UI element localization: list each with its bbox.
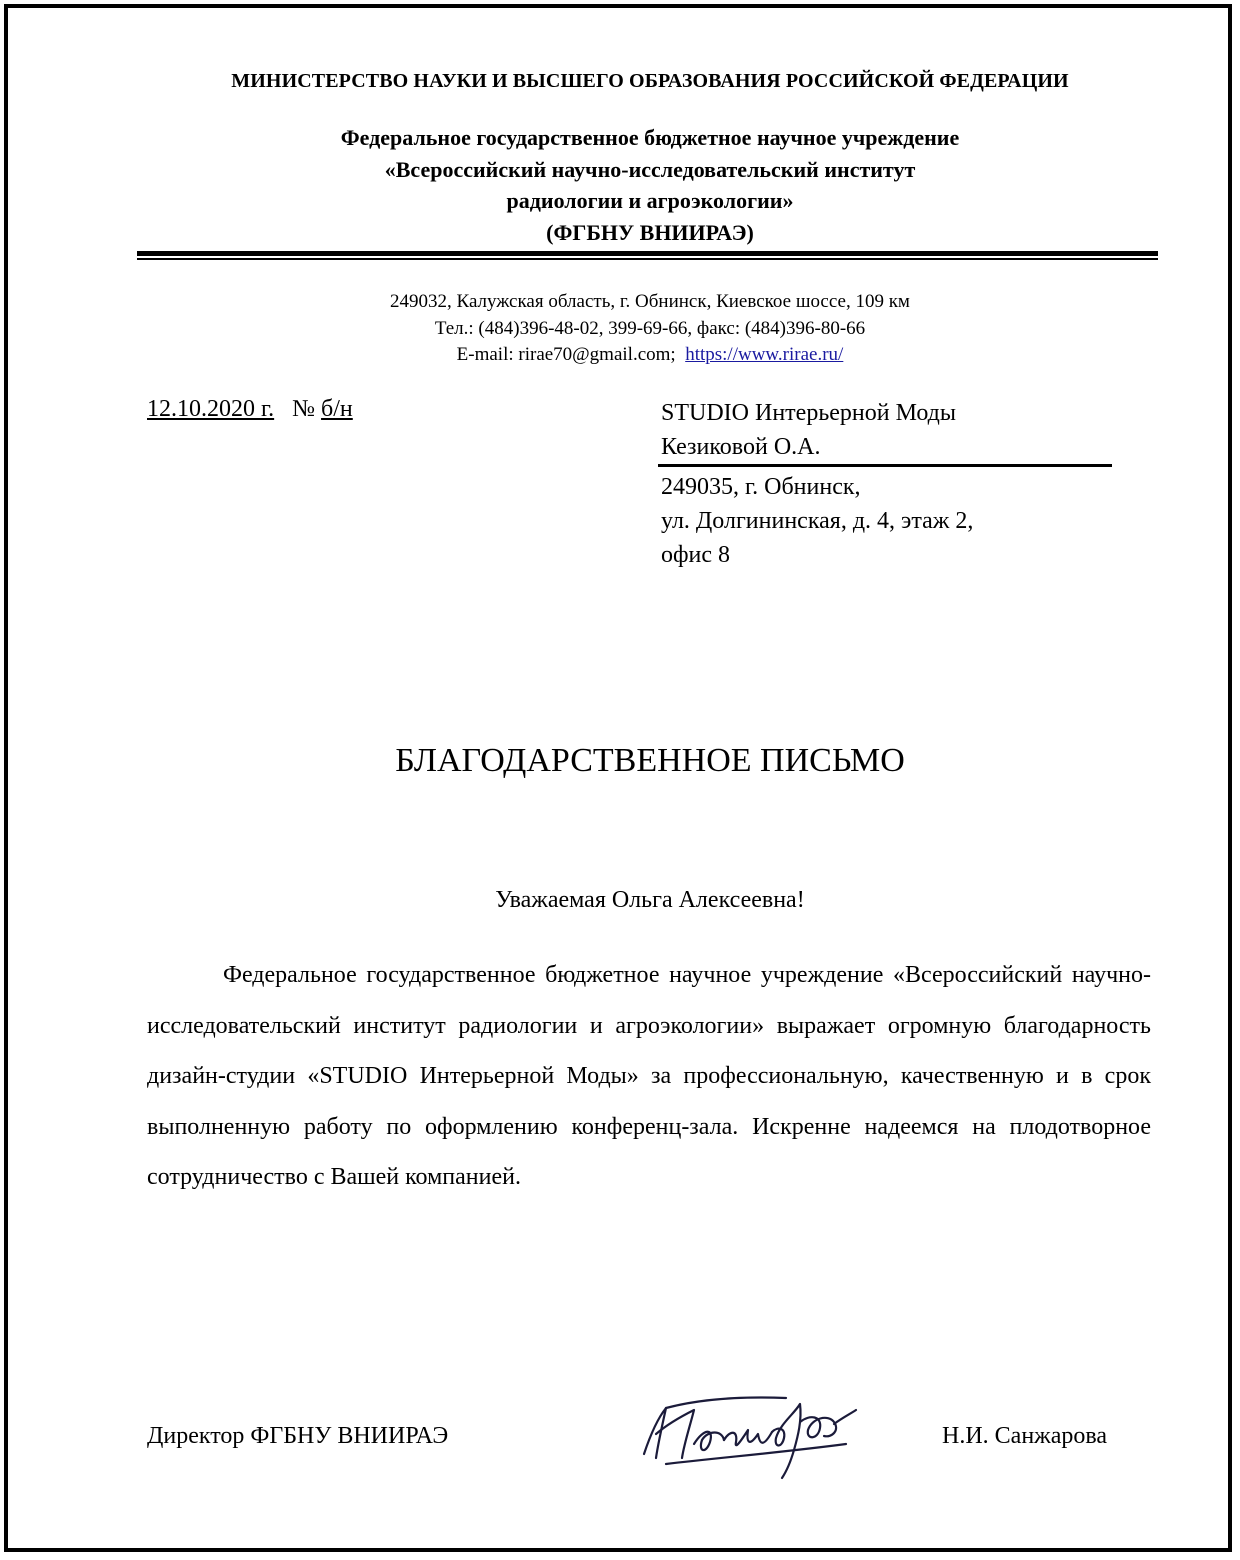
letter-body: Федеральное государственное бюджетное научное учреждение «Всероссийский научно-исследовательский институт радиологии и агроэкологии» выражает огромную благодарность дизайн-студии «STUDIO Интерьерной Моды» за профессиональную, качественную и в срок выполненную работу по оформлению конференц-зала. Искренне надеемся на плодотворное сотрудничество с Вашей компанией. [147, 962, 1151, 1190]
recipient-address-line-2: ул. Долгининская, д. 4, этаж 2, [661, 508, 974, 534]
outgoing-reference [147, 396, 353, 423]
recipient-address-line-1: 249035, г. Обнинск, [661, 474, 861, 500]
org-phones: Тел.: (484)396-48-02, 399-69-66, факс: (484)396-80-66 [434, 317, 866, 339]
website-link[interactable]: https://www.rirae.ru/ [685, 344, 844, 365]
signatory-role: Директор ФГБНУ ВНИИРАЭ [147, 1423, 449, 1449]
outgoing-number: б/н [321, 396, 353, 422]
org-email: E-mail: rirae70@gmail.com; [456, 344, 676, 365]
recipient-address [661, 470, 973, 572]
recipient-address-line-3: офис 8 [661, 542, 731, 568]
signatory-name: Н.И. Санжарова [942, 1423, 1108, 1449]
recipient-rule [658, 464, 1112, 467]
contact-block [0, 289, 1240, 369]
org-line-1: Федеральное государственное бюджетное научное учреждение [340, 125, 960, 150]
letterhead-rule-thick [137, 251, 1158, 256]
recipient-company: STUDIO Интерьерной Моды [661, 400, 956, 426]
recipient-person: Кезиковой О.А. [661, 434, 821, 460]
letterhead-rule-thin [137, 258, 1158, 260]
handwritten-signature [636, 1374, 861, 1489]
org-address: 249032, Калужская область, г. Обнинск, Киевское шоссе, 109 км [390, 291, 910, 312]
org-email-website [0, 342, 1240, 369]
org-line-2: «Всероссийский научно-исследовательский институт [384, 156, 916, 182]
letter-title: БЛАГОДАРСТВЕННОЕ ПИСЬМО [395, 742, 905, 779]
org-short-name: (ФГБНУ ВНИИРАЭ) [546, 219, 754, 245]
recipient-block [661, 396, 956, 464]
letter-greeting: Уважаемая Ольга Алексеевна! [495, 887, 805, 913]
organization-name [0, 122, 1240, 248]
number-label: № [292, 396, 316, 422]
org-line-3: радиологии и агроэкологии» [506, 188, 794, 213]
ministry-header: МИНИСТЕРСТВО НАУКИ И ВЫСШЕГО ОБРАЗОВАНИЯ РОССИЙСКОЙ ФЕДЕРАЦИИ [231, 70, 1069, 92]
outgoing-date: 12.10.2020 г. [147, 396, 275, 422]
